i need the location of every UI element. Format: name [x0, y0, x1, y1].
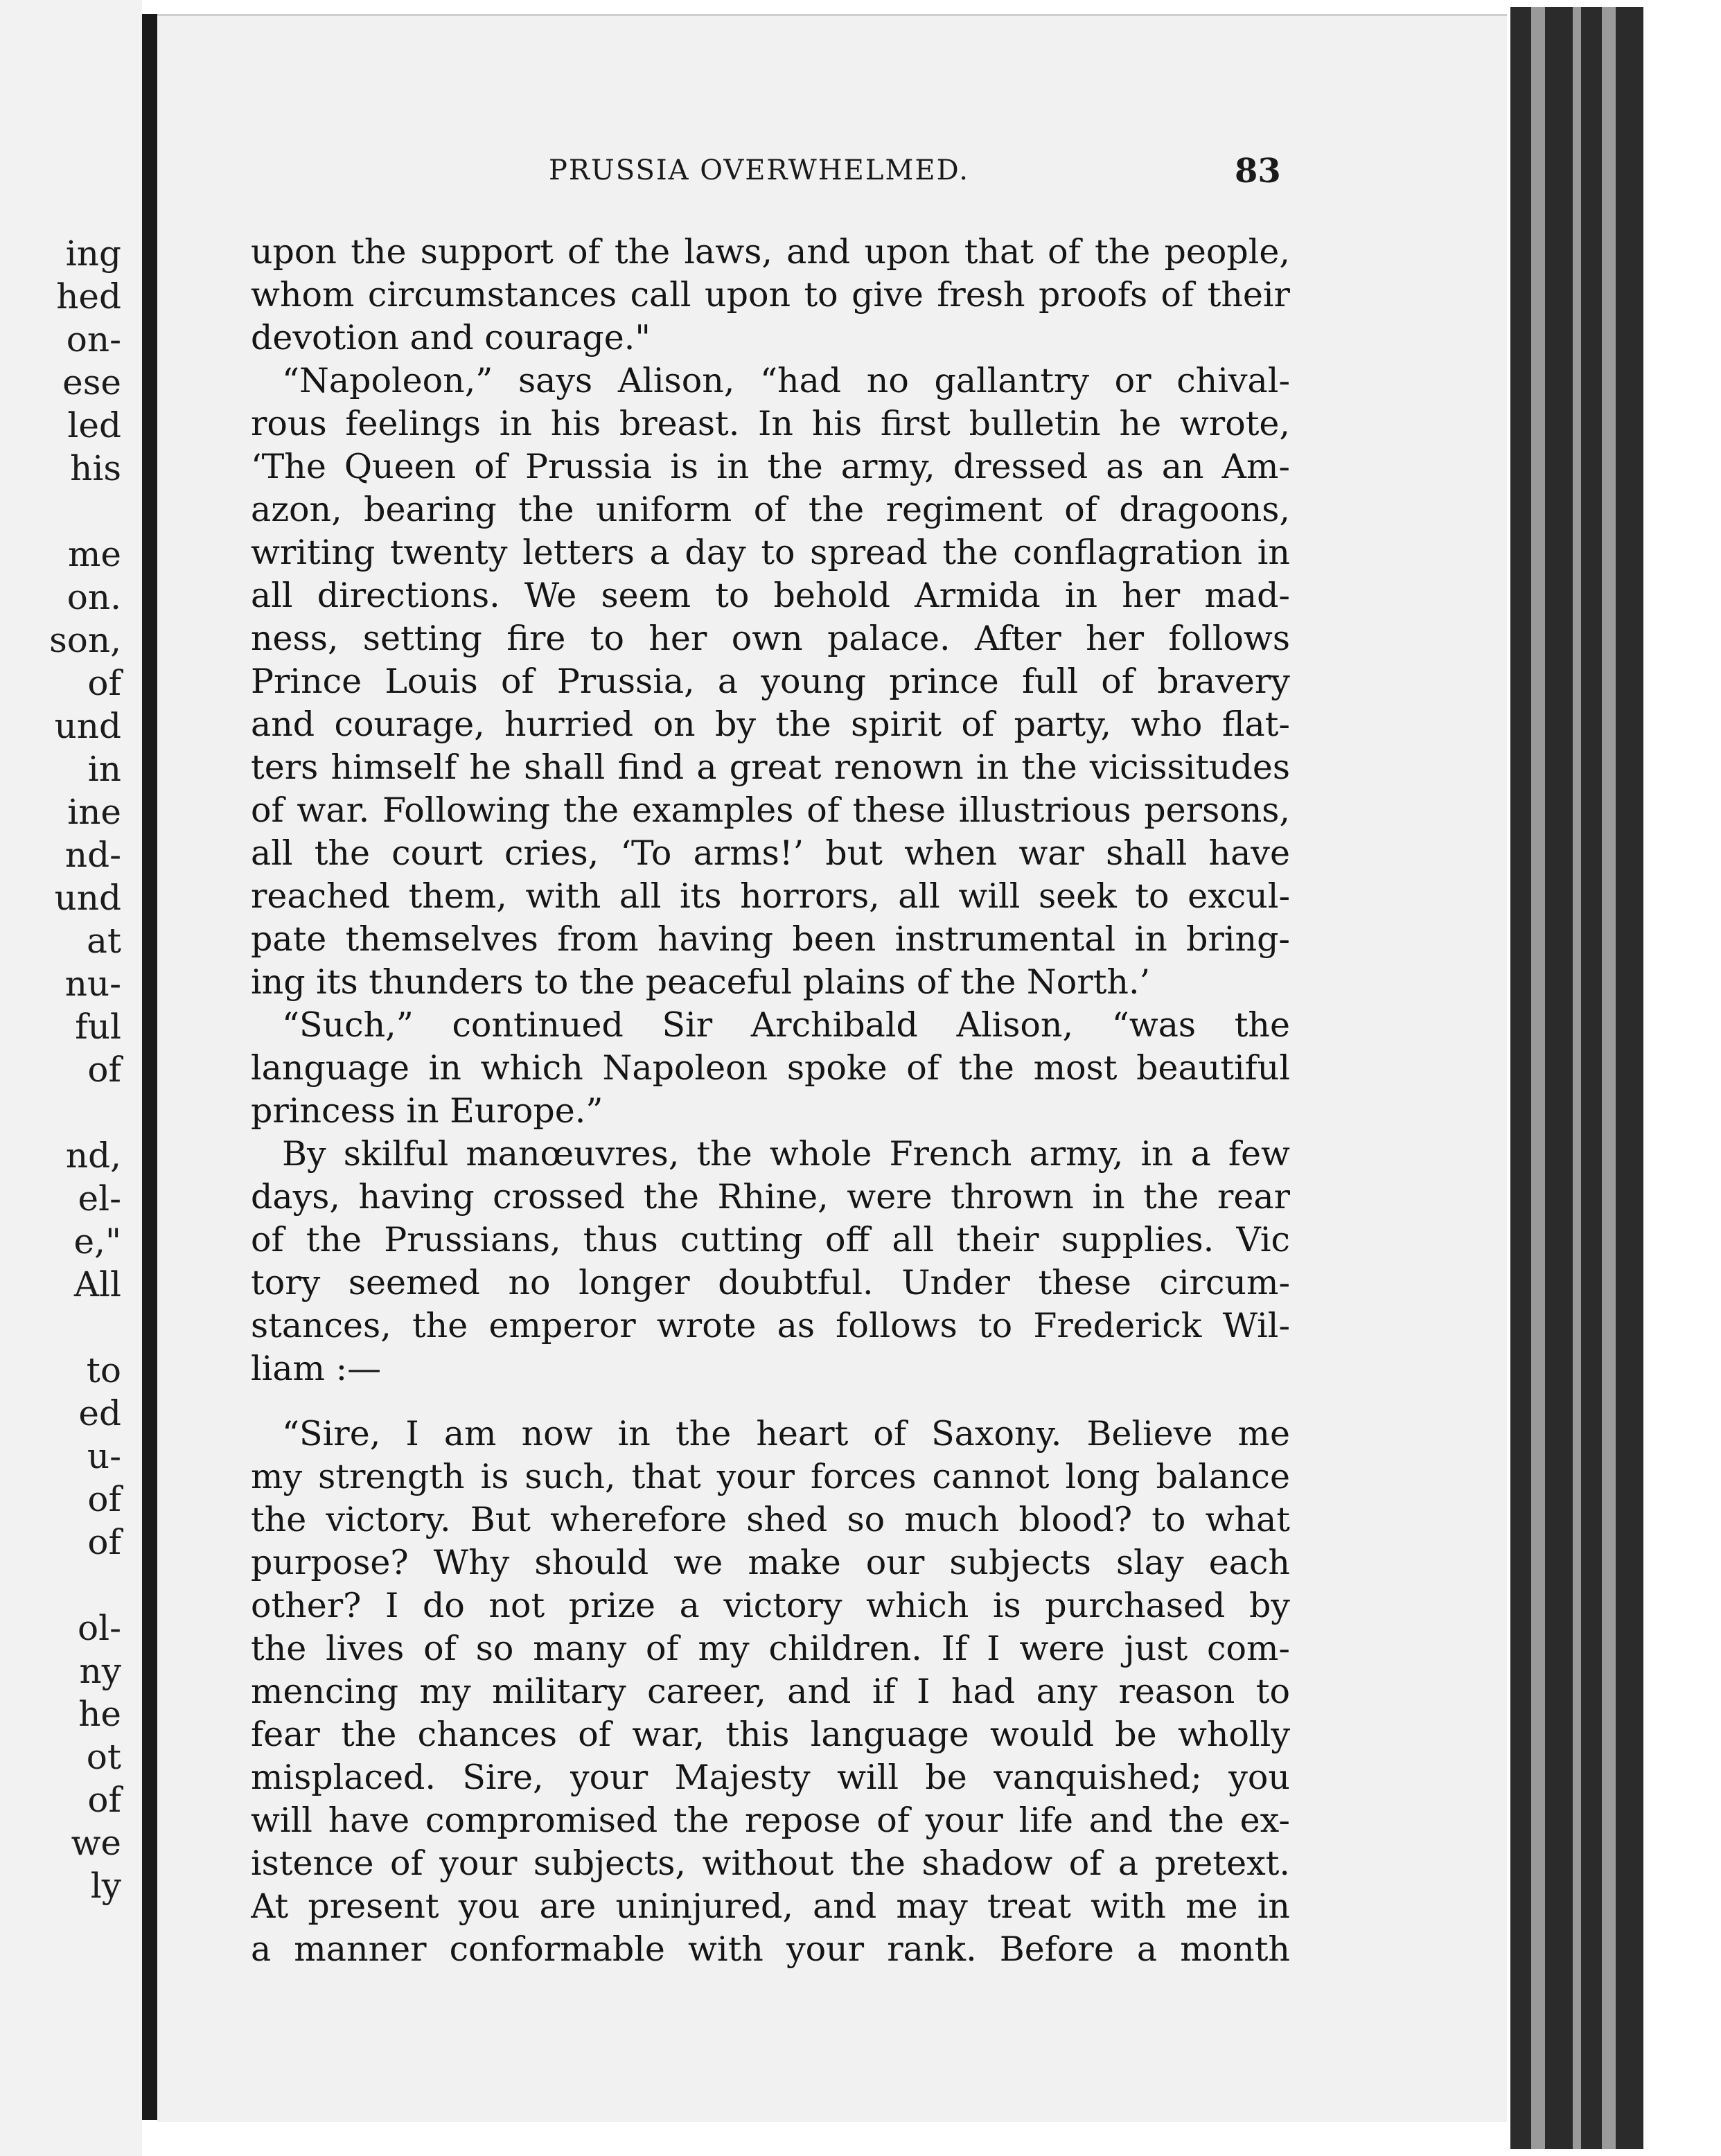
text-line: mencing my military career, and if I had any reason to — [251, 1672, 1290, 1711]
page-stack-band — [1531, 7, 1545, 2149]
text-line: a manner conformable with your rank. Before a month — [251, 1929, 1290, 1969]
prev-line-fragment: All — [73, 1264, 121, 1305]
text-line: By skilful manœuvres, the whole French army, in a few — [282, 1134, 1290, 1174]
text-line: my strength is such, that your forces cannot long balance — [251, 1457, 1290, 1496]
prev-line-fragment: u- — [87, 1436, 121, 1476]
prev-line-fragment: ful — [75, 1007, 121, 1047]
text-line: of the Prussians, thus cutting off all their supplies. Vic — [251, 1220, 1290, 1260]
prev-line-fragment: ing — [65, 233, 121, 274]
prev-line-fragment: me — [67, 534, 121, 574]
text-line: and courage, hurried on by the spirit of party, who flat- — [251, 705, 1290, 744]
text-line: pate themselves from having been instrumental in bring- — [251, 919, 1290, 959]
text-line: Prince Louis of Prussia, a young prince full of bravery — [251, 662, 1290, 701]
prev-line-fragment: ese — [62, 362, 121, 403]
running-title: PRUSSIA OVERWHELMED. — [549, 154, 969, 186]
text-line: reached them, with all its horrors, all will seek to excul- — [251, 876, 1290, 916]
page-stack-band — [1545, 7, 1573, 2149]
body-text — [251, 231, 1290, 1971]
prev-line-fragment: ot — [86, 1737, 121, 1777]
text-line: fear the chances of war, this language would be wholly — [251, 1715, 1290, 1754]
text-line: of war. Following the examples of these illustrious persons, — [251, 790, 1290, 830]
text-line: At present you are uninjured, and may treat with me in — [251, 1886, 1290, 1926]
text-line: tory seemed no longer doubtful. Under these circum- — [251, 1263, 1290, 1302]
page-stack-band — [1602, 7, 1616, 2149]
prev-line-fragment: of — [87, 1522, 121, 1562]
book-fore-edge — [1507, 0, 1721, 2156]
text-line: “Napoleon,” says Alison, “had no gallantry or chival- — [282, 361, 1290, 400]
previous-page-edge — [0, 0, 142, 2156]
prev-line-fragment: to — [86, 1350, 121, 1390]
prev-line-fragment: at — [87, 921, 121, 961]
text-line: liam :— — [251, 1349, 382, 1388]
prev-line-fragment: on- — [66, 319, 121, 360]
text-line: whom circumstances call upon to give fresh proofs of their — [251, 275, 1290, 315]
text-line: the victory. But wherefore shed so much blood? to what — [251, 1500, 1290, 1539]
text-line: azon, bearing the uniform of the regiment of dragoons, — [251, 490, 1290, 529]
prev-line-fragment: el- — [78, 1178, 121, 1219]
text-line: other? I do not prize a victory which is purchased by — [251, 1586, 1290, 1625]
prev-line-fragment: his — [70, 448, 121, 488]
running-head — [157, 154, 1507, 203]
text-line: ness, setting fire to her own palace. After her follows — [251, 619, 1290, 658]
text-line: princess in Europe.” — [251, 1091, 603, 1131]
text-line: istence of your subjects, without the shadow of a pretext. — [251, 1844, 1290, 1883]
text-line: purpose? Why should we make our subjects slay each — [251, 1543, 1290, 1582]
page-stack-band — [1573, 7, 1581, 2149]
text-line: misplaced. Sire, your Majesty will be vanquished; you — [251, 1758, 1290, 1797]
text-line: days, having crossed the Rhine, were thrown in the rear — [251, 1177, 1290, 1217]
text-line: upon the support of the laws, and upon that of the people, — [251, 232, 1290, 272]
page-stack-band — [1616, 7, 1643, 2149]
prev-line-fragment: ly — [90, 1866, 121, 1906]
text-line: devotion and courage." — [251, 318, 651, 357]
prev-line-fragment: ol- — [78, 1608, 121, 1648]
prev-line-fragment: we — [71, 1823, 121, 1863]
prev-line-fragment: nd, — [65, 1136, 121, 1176]
prev-line-fragment: of — [87, 1780, 121, 1820]
page-stack-band — [1510, 7, 1531, 2149]
prev-line-fragment: nu- — [64, 964, 121, 1004]
text-line: writing twenty letters a day to spread the conflagration in — [251, 533, 1290, 572]
text-line: all the court cries, ‘To arms!’ but when war shall have — [251, 833, 1290, 873]
prev-line-fragment: ny — [79, 1651, 121, 1691]
text-line: ters himself he shall find a great renown in the vicissitudes — [251, 748, 1290, 787]
prev-line-fragment: he — [78, 1694, 121, 1734]
book-gutter — [142, 14, 157, 2120]
prev-line-fragment: und — [54, 878, 121, 918]
text-line: ‘The Queen of Prussia is in the army, dressed as an Am- — [251, 447, 1290, 486]
prev-line-fragment: nd- — [64, 835, 121, 875]
page-number: 83 — [1235, 152, 1281, 191]
page-stack-band — [1581, 7, 1602, 2149]
prev-line-fragment: on. — [67, 577, 121, 617]
prev-line-fragment: und — [54, 706, 121, 746]
text-line: stances, the emperor wrote as follows to Frederick Wil- — [251, 1306, 1290, 1345]
text-line: language in which Napoleon spoke of the most beautiful — [251, 1048, 1290, 1088]
text-line: all directions. We seem to behold Armida in her mad- — [251, 576, 1290, 615]
prev-line-fragment: ed — [78, 1393, 121, 1433]
prev-line-fragment: of — [87, 1050, 121, 1090]
prev-line-fragment: hed — [56, 276, 121, 317]
text-line: the lives of so many of my children. If I were just com- — [251, 1629, 1290, 1668]
prev-line-fragment: led — [67, 405, 121, 445]
prev-line-fragment: e," — [73, 1221, 121, 1262]
text-line: ing its thunders to the peaceful plains of the North.’ — [251, 962, 1151, 1002]
prev-line-fragment: of — [87, 1479, 121, 1519]
text-line: “Such,” continued Sir Archibald Alison, “was the — [282, 1005, 1290, 1045]
text-line: rous feelings in his breast. In his first bulletin he wrote, — [251, 404, 1290, 443]
book-page — [157, 14, 1507, 2122]
text-line: will have compromised the repose of your life and the ex- — [251, 1801, 1290, 1840]
prev-line-fragment: ine — [67, 792, 121, 832]
prev-line-fragment: of — [87, 663, 121, 703]
prev-line-fragment: son, — [49, 620, 121, 660]
prev-line-fragment: in — [87, 749, 121, 789]
text-line: “Sire, I am now in the heart of Saxony. Believe me — [282, 1414, 1290, 1453]
